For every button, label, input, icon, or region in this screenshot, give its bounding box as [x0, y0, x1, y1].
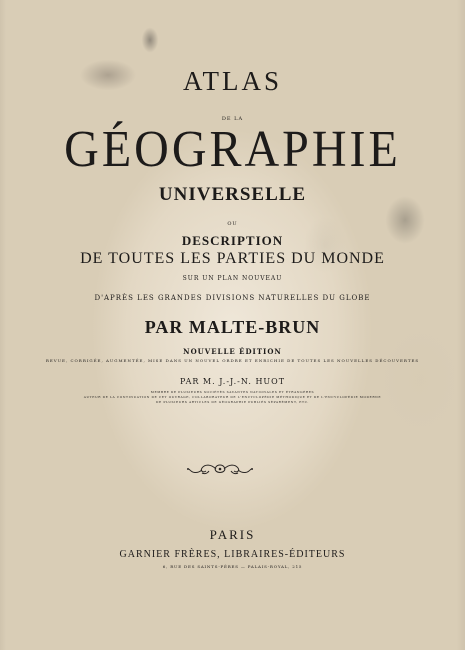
edition-line: NOUVELLE ÉDITION [183, 347, 282, 356]
description-heading: DESCRIPTION [181, 233, 284, 248]
subtitle-parties: DE TOUTES LES PARTIES DU MONDE [80, 250, 385, 267]
author-line: PAR MALTE-BRUN [144, 317, 321, 337]
editor-credentials-3: DE PLUSIEURS ARTICLES DE GÉOGRAPHIE PUBLIÉS SÉPARÉMENT, ETC. [156, 400, 309, 404]
editor-credentials-1: MEMBRE DE PLUSIEURS SOCIÉTÉS SAVANTES NATIONALES ET ÉTRANGÈRES [150, 390, 315, 394]
publisher-line: GARNIER FRÈRES, LIBRAIRES-ÉDITEURS [119, 549, 346, 560]
editor-line: PAR M. J.-J.-N. HUOT [179, 377, 286, 386]
ou-text: OU [227, 221, 238, 227]
ornament-icon [185, 462, 255, 476]
geographie-heading: GÉOGRAPHIE [64, 120, 401, 179]
address-line: 6, RUE DES SAINTS-PÈRES — PALAIS-ROYAL, 215 [162, 564, 303, 569]
city-line: PARIS [209, 527, 256, 542]
universelle-heading: UNIVERSELLE [158, 184, 307, 205]
atlas-heading: ATLAS [182, 66, 282, 96]
editor-credentials-2: AUTEUR DE LA CONTINUATION DE CET OUVRAGE, COLLABORATEUR DE L'ENCYCLOPÉDIE MÉTHODIQUE ET DE L'ENCYCLOPÉDIE MODERNE [83, 395, 382, 399]
divisions-text: D'APRÈS LES GRANDES DIVISIONS NATURELLES DU GLOBE [94, 294, 371, 302]
plan-nouveau-text: SUR UN PLAN NOUVEAU [182, 275, 283, 282]
revue-line: REVUE, CORRIGÉE, AUGMENTÉE, MISE DANS UN NOUVEL ORDRE ET ENRICHIE DE TOUTES LES NOUVELLES DÉCOUVERTES [45, 358, 420, 363]
de-la-text: DE LA [221, 116, 244, 122]
